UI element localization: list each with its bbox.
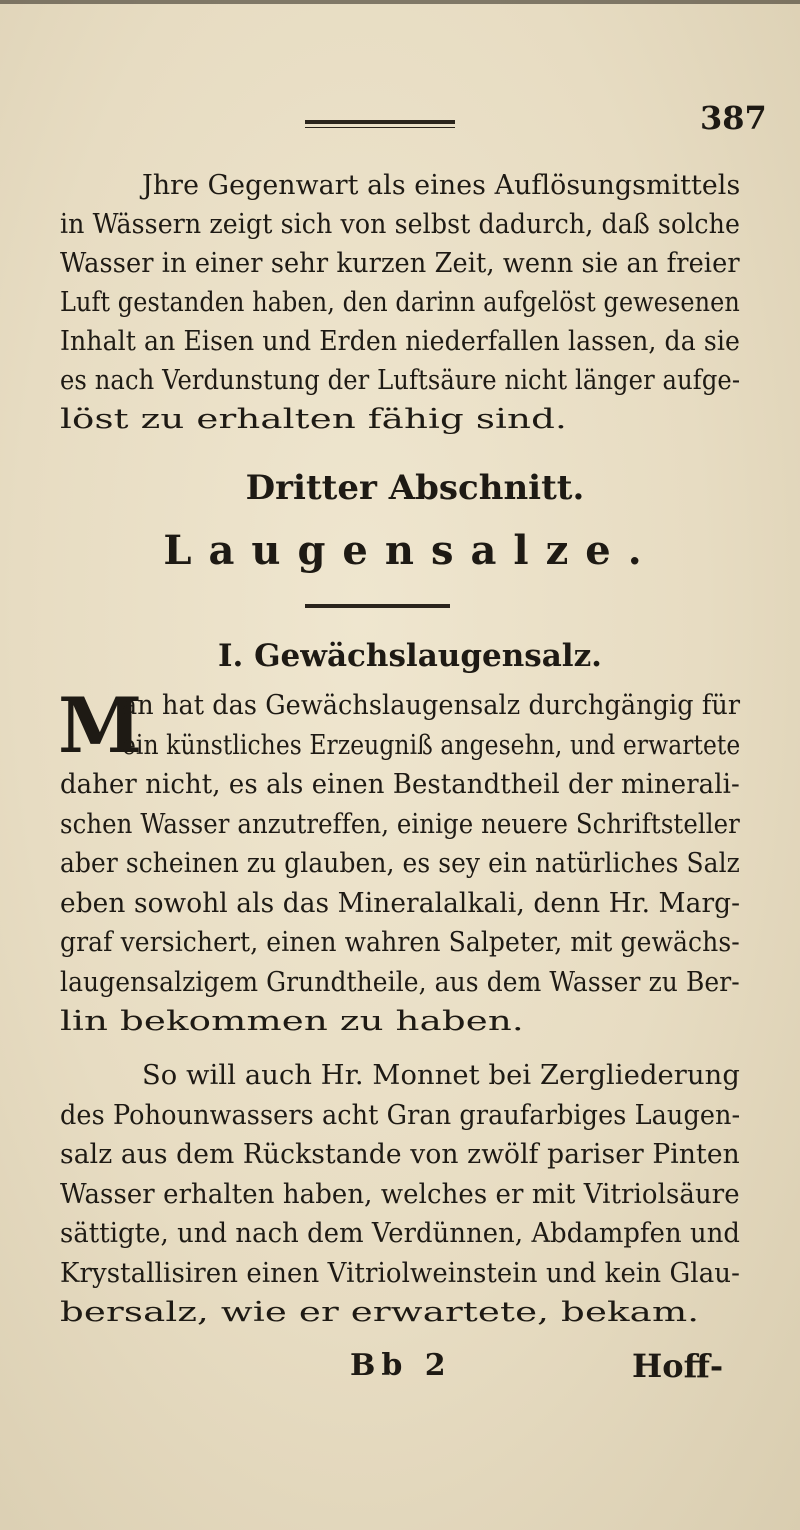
text-line: an hat das Gewächslaugensalz durchgängig für bbox=[122, 689, 741, 721]
subheading: I. Gewächslaugensalz. bbox=[218, 638, 602, 674]
page-top-edge bbox=[0, 0, 800, 4]
paragraph-1 bbox=[60, 168, 800, 441]
drop-cap: M bbox=[58, 681, 143, 770]
paragraph-2 bbox=[58, 681, 800, 1044]
text-line: schen Wasser anzutreffen, einige neuere Schriftsteller bbox=[60, 807, 740, 840]
text-line: des Pohounwassers acht Gran graufarbiges Laugen- bbox=[60, 1098, 741, 1131]
paragraph-3 bbox=[60, 1058, 794, 1335]
header-rule bbox=[305, 120, 455, 128]
text-line: Jhre Gegenwart als eines Auflösungsmittels bbox=[142, 169, 741, 201]
section-title: Dritter Abschnitt. bbox=[245, 468, 585, 508]
text-line: eben sowohl als das Mineralalkali, denn Hr. Marg- bbox=[60, 886, 741, 919]
text-line: löst zu erhalten fähig sind. bbox=[60, 403, 567, 435]
text-line: ein künstliches Erzeugniß angesehn, und erwartete bbox=[122, 728, 741, 761]
text-line: laugensalzigem Grundtheile, aus dem Wasser zu Ber- bbox=[60, 965, 740, 998]
text-line: lin bekommen zu haben. bbox=[60, 1005, 524, 1037]
text-line: graf versichert, einen wahren Salpeter, mit gewächs- bbox=[60, 926, 740, 958]
text-line: Luft gestanden haben, den darinn aufgelöst gewesenen bbox=[60, 286, 740, 318]
text-line: Inhalt an Eisen und Erden niederfallen lassen, da sie bbox=[60, 325, 740, 357]
text-line: sättigte, und nach dem Verdünnen, Abdampfen und bbox=[60, 1217, 741, 1249]
text-line: bersalz, wie er erwartete, bekam. bbox=[60, 1296, 700, 1328]
text-line: aber scheinen zu glauben, es sey ein natürliches Salz bbox=[60, 847, 740, 879]
catchword: Hoff- bbox=[632, 1347, 724, 1385]
section-rule bbox=[305, 604, 450, 608]
page-number: 387 bbox=[700, 99, 767, 137]
text-line: Krystallisiren einen Vitriolweinstein und kein Glau- bbox=[60, 1256, 740, 1289]
text-line: es nach Verdunstung der Luftsäure nicht länger aufge- bbox=[60, 364, 741, 396]
signature-mark: Bb 2 bbox=[350, 1348, 452, 1383]
text-line: Wasser in einer sehr kurzen Zeit, wenn sie an freier bbox=[60, 247, 740, 279]
text-line: salz aus dem Rückstande von zwölf pariser Pinten bbox=[60, 1138, 740, 1170]
text-line: So will auch Hr. Monnet bei Zergliederung bbox=[142, 1059, 740, 1091]
text-line: Wasser erhalten haben, welches er mit Vitriolsäure bbox=[60, 1177, 740, 1210]
section-subtitle: Laugensalze. bbox=[163, 527, 659, 574]
text-line: in Wässern zeigt sich von selbst dadurch, daß solche bbox=[60, 208, 741, 240]
text-line: daher nicht, es als einen Bestandtheil der minerali- bbox=[60, 768, 740, 800]
